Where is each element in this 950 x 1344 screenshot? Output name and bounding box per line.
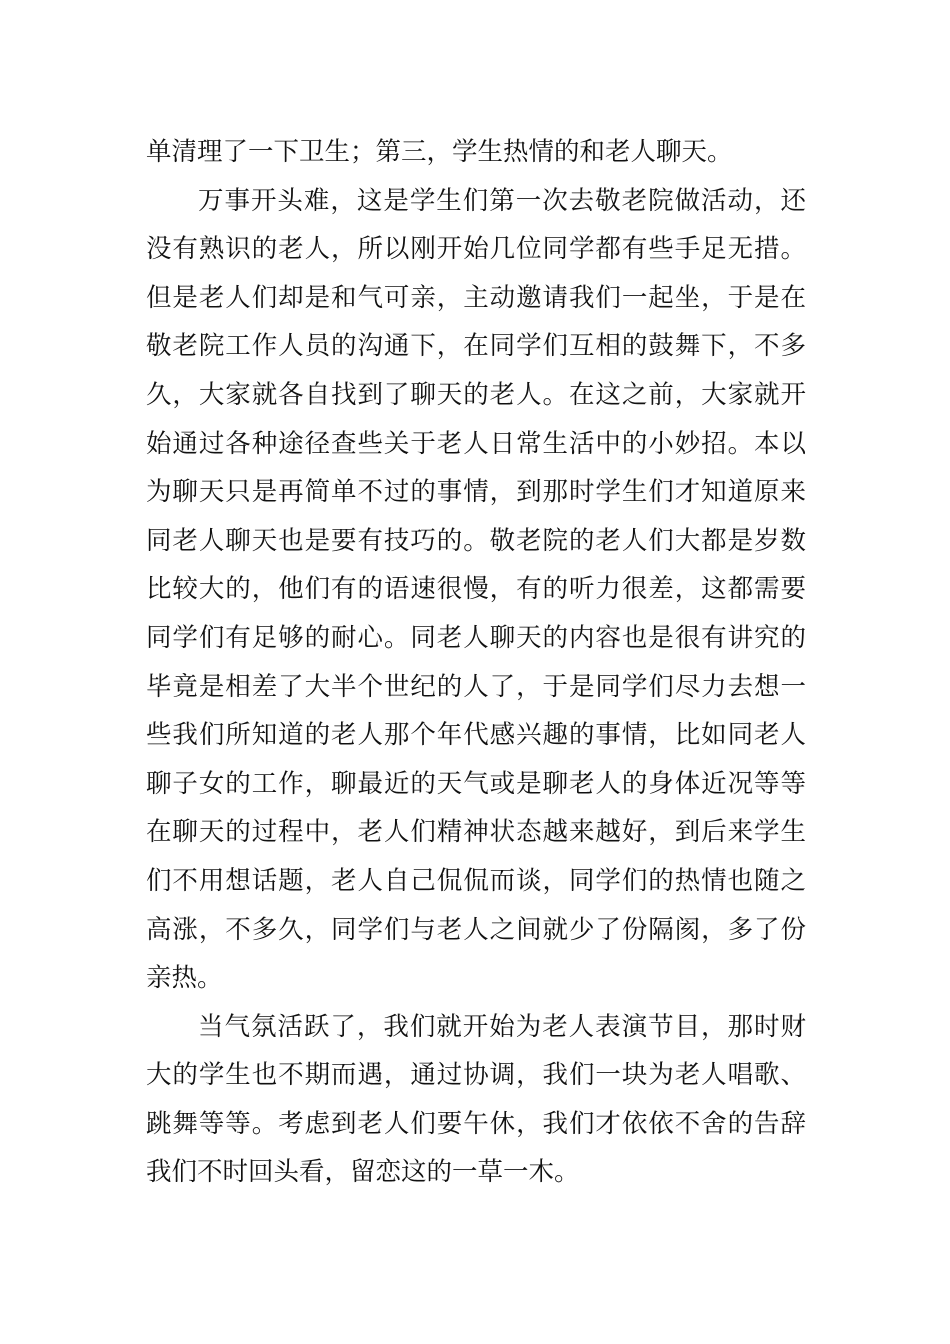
text-line: 跳舞等等。考虑到老人们要午休，我们才依依不舍的告辞 bbox=[146, 1108, 806, 1139]
text-line: 高涨，不多久，同学们与老人之间就少了份隔阂，多了份 bbox=[146, 914, 806, 945]
text-line: 为聊天只是再简单不过的事情，到那时学生们才知道原来 bbox=[146, 477, 806, 508]
text-line: 毕竟是相差了大半个世纪的人了，于是同学们尽力去想一 bbox=[146, 671, 806, 702]
text-line: 我们不时回头看，留恋这的一草一木。 bbox=[146, 1157, 580, 1188]
text-line: 同学们有足够的耐心。同老人聊天的内容也是很有讲究的 bbox=[146, 622, 806, 653]
text-line: 同老人聊天也是要有技巧的。敬老院的老人们大都是岁数 bbox=[146, 525, 806, 556]
text-line: 些我们所知道的老人那个年代感兴趣的事情，比如同老人 bbox=[146, 720, 806, 751]
text-line: 们不用想话题，老人自己侃侃而谈，同学们的热情也随之 bbox=[146, 865, 806, 896]
body-text bbox=[146, 128, 806, 1197]
text-line: 在聊天的过程中，老人们精神状态越来越好，到后来学生 bbox=[146, 817, 806, 848]
text-line: 万事开头难，这是学生们第一次去敬老院做活动，还 bbox=[198, 185, 806, 216]
text-line: 当气氛活跃了，我们就开始为老人表演节目，那时财 bbox=[198, 1011, 806, 1042]
text-line: 单清理了一下卫生；第三，学生热情的和老人聊天。 bbox=[146, 137, 733, 167]
text-line: 大的学生也不期而遇，通过协调，我们一块为老人唱歌、 bbox=[146, 1060, 806, 1091]
text-line: 始通过各种途径查些关于老人日常生活中的小妙招。本以 bbox=[146, 428, 806, 459]
text-line: 敬老院工作人员的沟通下，在同学们互相的鼓舞下，不多 bbox=[146, 331, 806, 362]
text-line: 比较大的，他们有的语速很慢，有的听力很差，这都需要 bbox=[146, 574, 806, 605]
text-line: 聊子女的工作，聊最近的天气或是聊老人的身体近况等等 bbox=[146, 768, 806, 799]
text-line: 亲热。 bbox=[146, 963, 223, 994]
text-line: 没有熟识的老人，所以刚开始几位同学都有些手足无措。 bbox=[146, 234, 806, 265]
text-line: 但是老人们却是和气可亲，主动邀请我们一起坐，于是在 bbox=[146, 282, 806, 313]
text-line: 久，大家就各自找到了聊天的老人。在这之前，大家就开 bbox=[146, 379, 806, 410]
